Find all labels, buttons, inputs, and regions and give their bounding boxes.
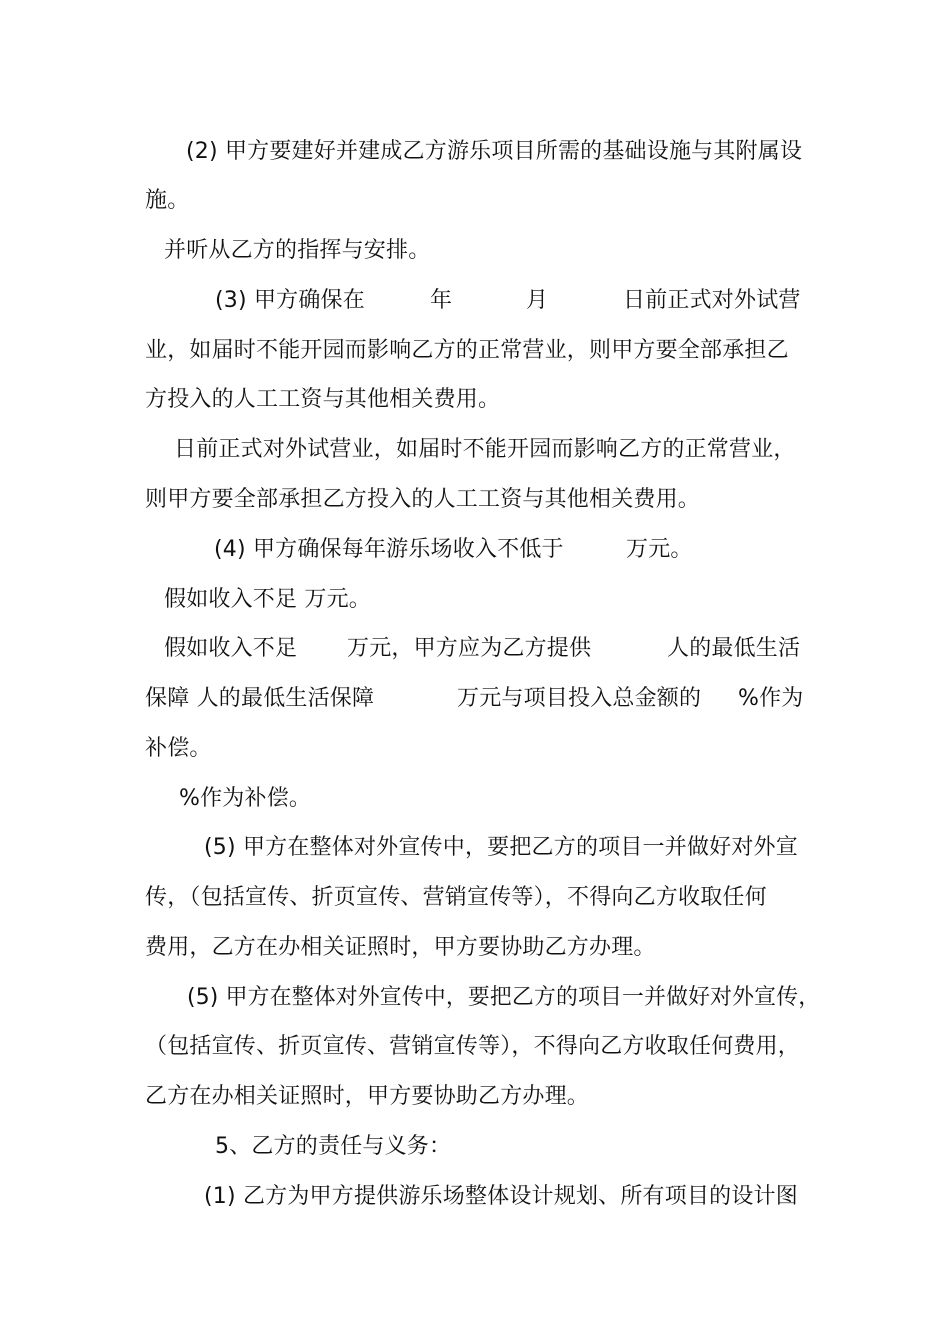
text-line: 并听从乙方的指挥与安排。	[164, 238, 431, 263]
text-line: %作为	[738, 686, 804, 711]
text-line: (5) 甲方在整体对外宣传中，要把乙方的项目一并做好对外宣传，	[187, 985, 821, 1010]
text-line: 日前正式对外试营业，如届时不能开园而影响乙方的正常营业，	[174, 437, 796, 462]
text-line: 业，如届时不能开园而影响乙方的正常营业，则甲方要全部承担乙	[145, 338, 789, 363]
text-line: 施。	[145, 188, 190, 213]
section-heading: 5、乙方的责任与义务：	[215, 1134, 452, 1159]
text-line: 保障 人的最低生活保障	[145, 686, 375, 711]
text-line: (3) 甲方确保在	[215, 288, 365, 313]
text-line: %作为补偿。	[179, 786, 312, 811]
text-line: 费用，乙方在办相关证照时，甲方要协助乙方办理。	[145, 935, 656, 960]
text-line: (1) 乙方为甲方提供游乐场整体设计规划、所有项目的设计图	[204, 1184, 798, 1209]
text-line: (2) 甲方要建好并建成乙方游乐项目所需的基础设施与其附属设	[186, 139, 803, 164]
text-line: （包括宣传、折页宣传、营销宣传等），不得向乙方收取任何费用，	[145, 1034, 801, 1059]
text-line: (5) 甲方在整体对外宣传中，要把乙方的项目一并做好对外宣	[204, 835, 798, 860]
text-line: 乙方在办相关证照时，甲方要协助乙方办理。	[145, 1084, 590, 1109]
text-line: 人的最低生活	[667, 636, 801, 661]
text-line: 假如收入不足 万元。	[164, 587, 371, 612]
text-line: (4) 甲方确保每年游乐场收入不低于	[214, 537, 564, 562]
text-line: 万元与项目投入总金额的	[457, 686, 702, 711]
text-line: 年	[430, 288, 453, 313]
text-line: 假如收入不足	[164, 636, 298, 661]
text-line: 月	[526, 288, 549, 313]
text-line: 传，（包括宣传、折页宣传、营销宣传等），不得向乙方收取任何	[145, 885, 767, 910]
text-line: 方投入的人工工资与其他相关费用。	[145, 387, 501, 412]
text-line: 则甲方要全部承担乙方投入的人工工资与其他相关费用。	[145, 487, 701, 512]
text-line: 万元，甲方应为乙方提供	[347, 636, 592, 661]
text-line: 日前正式对外试营	[623, 288, 801, 313]
text-line: 万元。	[626, 537, 693, 562]
text-line: 补偿。	[145, 736, 212, 761]
